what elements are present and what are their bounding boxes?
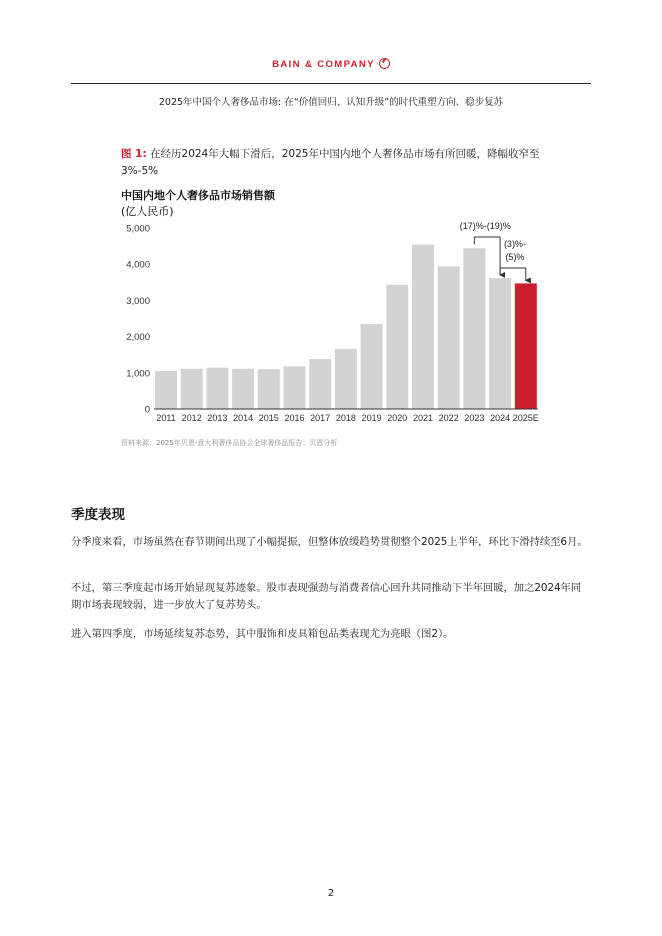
y-tick-label: 5,000 <box>126 223 150 235</box>
bar-2014 <box>232 369 254 409</box>
chart-title: 中国内地个人奢侈品市场销售额 <box>121 189 275 202</box>
document-header-title: 2025年中国个人奢侈品市场: 在“价值回归、认知升级”的时代重塑方向、稳步复苏 <box>158 97 504 108</box>
chart-source-note: 资料来源：2025年贝恩-意大利奢侈品协会全球奢侈品报告；贝恩分析 <box>121 439 338 447</box>
x-tick-label: 2025E <box>512 413 539 423</box>
bar-2020 <box>386 285 408 409</box>
y-tick-label: 1,000 <box>126 368 150 380</box>
x-tick-label: 2015 <box>258 413 279 423</box>
y-tick-label: 3,000 <box>126 295 150 307</box>
chart-y-unit: (亿人民币) <box>121 205 174 218</box>
x-tick-label: 2021 <box>412 413 434 423</box>
x-tick-label: 2013 <box>207 413 228 423</box>
bar-2021 <box>412 245 434 409</box>
x-tick-label: 2019 <box>361 413 382 423</box>
y-tick-label: 2,000 <box>126 332 150 344</box>
bar-2013 <box>206 368 228 409</box>
x-tick-label: 2018 <box>335 413 356 423</box>
bar-2024 <box>489 278 511 409</box>
x-tick-label: 2017 <box>310 413 331 423</box>
y-tick-label: 0 <box>144 404 150 416</box>
x-tick-label: 2016 <box>284 413 305 423</box>
paragraph-1: 分季度来看，市场虽然在春节期间出现了小幅提振，但整体放缓趋势贯彻整个2025上半年，环比下滑持续至6月。 <box>71 536 588 548</box>
figure-number: 图 1: <box>121 148 147 160</box>
bar-2018 <box>335 349 357 409</box>
y-tick-label: 4,000 <box>126 259 150 271</box>
header-divider <box>71 83 591 84</box>
x-tick-label: 2020 <box>387 413 408 423</box>
bar-2012 <box>181 369 203 409</box>
x-tick-label: 2011 <box>156 413 176 423</box>
bar-2017 <box>309 359 331 409</box>
annotation-2024-change: (17)%-(19)% <box>459 221 511 231</box>
bain-logo-icon <box>379 58 390 69</box>
x-tick-label: 2022 <box>438 413 459 423</box>
figure-caption-text: 在经历2024年大幅下滑后，2025年中国内地个人奢侈品市场有所回暖，降幅收窄至3%-5% <box>121 148 540 177</box>
bar-2023 <box>463 248 485 409</box>
bain-logo-text: BAIN & COMPANY <box>272 59 375 70</box>
section-title: 季度表现 <box>71 507 125 523</box>
x-tick-label: 2023 <box>464 413 485 423</box>
x-tick-label: 2024 <box>490 413 511 423</box>
bar-2011 <box>155 371 177 409</box>
annotation-2025-change-line1: (3)%- <box>503 239 526 249</box>
figure-caption <box>121 146 551 180</box>
bain-logo <box>0 58 662 70</box>
bar-2016 <box>284 366 306 409</box>
bar-2015 <box>258 369 280 409</box>
page-number: 2 <box>327 888 335 899</box>
x-tick-label: 2014 <box>233 413 254 423</box>
bar-2025E <box>515 283 537 409</box>
sales-bar-chart <box>110 215 550 430</box>
paragraph-3: 进入第四季度，市场延续复苏态势，其中服饰和皮具箱包品类表现尤为亮眼（图2）。 <box>71 628 454 640</box>
annotation-2025-change-line2: (5)% <box>505 252 525 262</box>
paragraph-2: 不过，第三季度起市场开始显现复苏迹象。股市表现强劲与消费者信心回升共同推动下半年回暖，加之2024年同期市场表现较弱，进一步放大了复苏势头。 <box>71 582 582 611</box>
x-tick-label: 2012 <box>181 413 202 423</box>
bar-2019 <box>361 324 383 409</box>
bar-2022 <box>438 266 460 409</box>
